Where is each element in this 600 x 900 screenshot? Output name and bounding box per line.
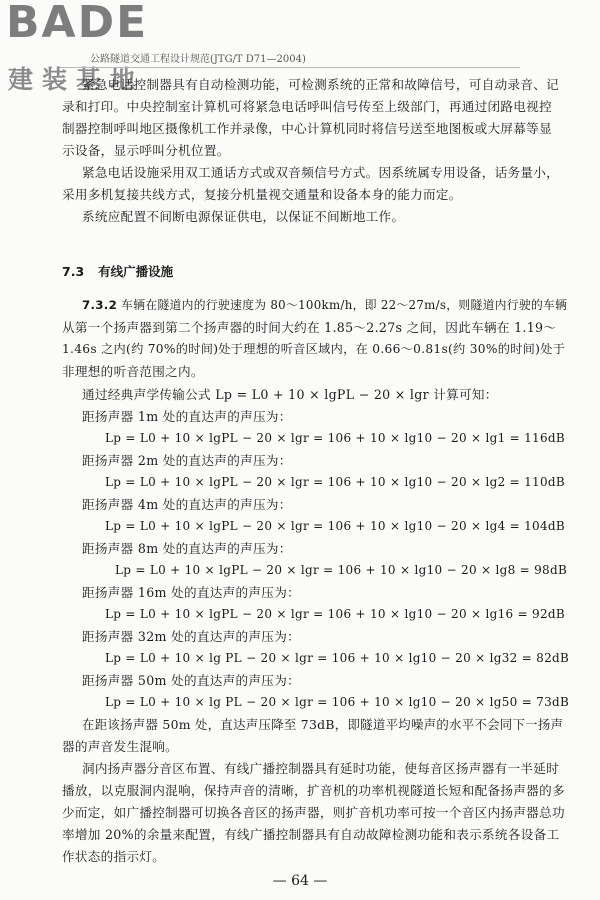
page-number: — 64 — [272, 873, 328, 889]
paragraph-line: 少而定，如广播控制器可切换各音区的扬声器，则扩音机功率可按一个音区内扬声器总功 [62, 805, 565, 820]
distance-label: 距扬声器 4m 处的直达声的声压为： [82, 497, 292, 512]
section-heading [62, 262, 173, 280]
paragraph-line: 1.46s 之内(约 70%的时间)处于理想的听音区域内，在 0.66～0.81s(约 30%的时间)处于 [62, 342, 566, 356]
clause-text: 车辆在隧道内的行驶速度为 80～100km/h，即 22～27m/s，则隧道内行驶的车辆 [121, 298, 568, 312]
paragraph-line: 紧急电话控制器具有自动检测功能，可检测系统的正常和故障信号，可自动录音、记 [82, 77, 560, 92]
paragraph-line: 器的声音发生混响。 [62, 739, 179, 754]
section-title: 有线广播设施 [98, 264, 174, 279]
distance-label: 距扬声器 1m 处的直达声的声压为： [82, 409, 292, 424]
distance-label: 距扬声器 16m 处的直达声的声压为： [82, 585, 300, 600]
distance-label: 距扬声器 8m 处的直达声的声压为： [82, 541, 292, 556]
paragraph-line: 洞内扬声器分音区布置、有线广播控制器具有延时功能，使每音区扬声器有一半延时 [82, 761, 560, 776]
watermark-logo: BADE [6, 0, 149, 48]
paragraph-line: 示设备，显示呼叫分机位置。 [62, 143, 230, 158]
clause-line [82, 296, 567, 315]
formula-line: Lp = L0 + 10 × lgPL − 20 × lgr = 106 + 10 × lg10 − 20 × lg8 = 98dB [115, 563, 568, 577]
paragraph-line: 采用多机复接共线方式，复接分机量视交通量和设备本身的能力而定。 [62, 187, 462, 202]
paragraph-line: 作状态的指示灯。 [62, 849, 166, 864]
paragraph-line: 录和打印。中央控制室计算机可将紧急电话呼叫信号传至上级部门，再通过闭路电视控 [62, 99, 552, 114]
distance-label: 距扬声器 50m 处的直达声的声压为： [82, 673, 300, 688]
paragraph-line: 系统应配置不间断电源保证供电，以保证不间断地工作。 [82, 209, 405, 224]
paragraph-line: 率增加 20%的余量来配置，有线广播控制器具有自动故障检测功能和表示系统各设备工 [62, 827, 560, 842]
formula-line: Lp = L0 + 10 × lgPL − 20 × lgr = 106 + 10 × lg10 − 20 × lg1 = 116dB [105, 431, 566, 445]
section-number: 7.3 [62, 264, 85, 279]
paragraph-line: 从第一个扬声器到第二个扬声器的时间大约在 1.85～2.27s 之间，因此车辆在 1.19～ [62, 320, 557, 335]
distance-label: 距扬声器 2m 处的直达声的声压为： [82, 453, 292, 468]
running-head: 公路隧道交通工程设计规范(JTG/T D71—2004) [60, 50, 520, 68]
formula-line: Lp = L0 + 10 × lgPL − 20 × lgr = 106 + 10 × lg10 − 20 × lg16 = 92dB [105, 607, 566, 621]
clause-number: 7.3.2 [82, 298, 118, 312]
paragraph-line: 紧急电话设施采用双工通话方式或双音频信号方式。因系统属专用设备，话务量小， [82, 165, 560, 180]
formula-line: Lp = L0 + 10 × lg PL − 20 × lgr = 106 + 10 × lg10 − 20 × lg32 = 82dB [105, 651, 570, 665]
formula-intro: 通过经典声学传输公式 Lp = L0 + 10 × lgPL − 20 × lgr 计算可知： [82, 387, 498, 402]
paragraph-line: 制器控制呼叫地区摄像机工作并录像，中心计算机同时将信号送至地图板或大屏幕等显 [62, 121, 552, 136]
formula-line: Lp = L0 + 10 × lgPL − 20 × lgr = 106 + 10 × lg10 − 20 × lg4 = 104dB [105, 519, 566, 533]
paragraph-line: 在距该扬声器 50m 处，直达声压降至 73dB，即隧道平均噪声的水平不会同下一扬声 [82, 717, 564, 732]
paragraph-line: 播放，以克服洞内混响，保持声音的清晰，扩音机的功率机视隧道长短和配备扬声器的多 [62, 783, 565, 798]
paragraph-line: 非理想的听音范围之内。 [62, 364, 204, 379]
formula-line: Lp = L0 + 10 × lg PL − 20 × lgr = 106 + 10 × lg10 − 20 × lg50 = 73dB [105, 695, 570, 709]
distance-label: 距扬声器 32m 处的直达声的声压为： [82, 629, 300, 644]
formula-line: Lp = L0 + 10 × lgPL − 20 × lgr = 106 + 10 × lg10 − 20 × lg2 = 110dB [105, 475, 566, 489]
watermark-cn-text: 建装基地 [8, 65, 145, 94]
